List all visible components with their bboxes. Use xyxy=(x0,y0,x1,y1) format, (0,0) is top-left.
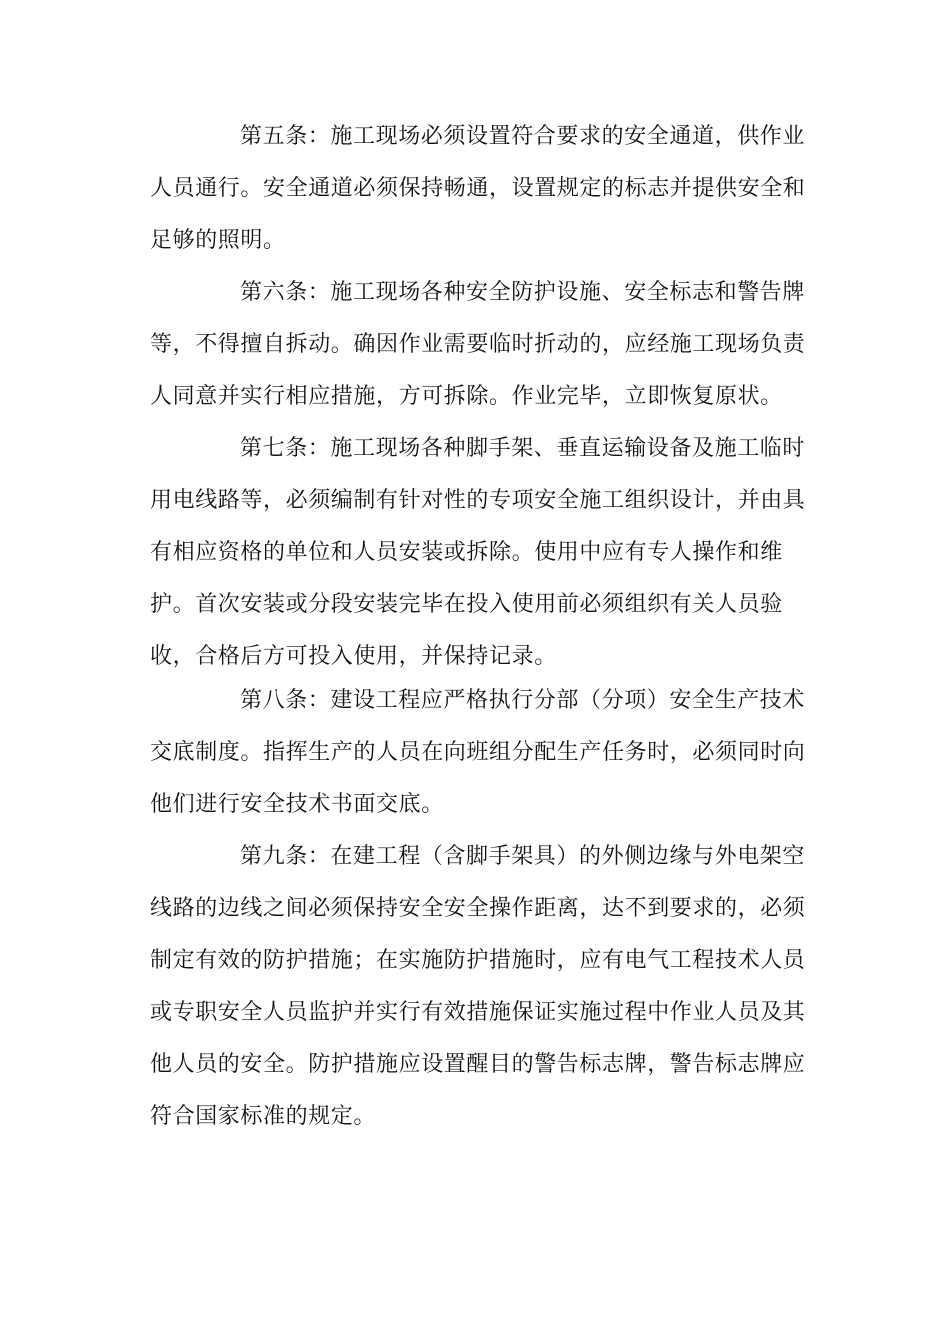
article-5-line-1: 第五条：施工现场必须设置符合要求的安全通道，供作业 xyxy=(240,124,806,149)
article-6-line-2: 等，不得擅自拆动。确因作业需要临时折动的，应经施工现场负责 xyxy=(150,332,806,357)
article-9-line-1: 第九条：在建工程（含脚手架具）的外侧边缘与外电架空 xyxy=(240,844,806,869)
article-5-line-3: 足够的照明。 xyxy=(150,228,286,253)
article-9-line-2: 线路的边线之间必须保持安全安全操作距离，达不到要求的，必须 xyxy=(150,896,806,921)
article-6 xyxy=(150,267,806,423)
article-7-line-4: 护。首次安装或分段安装完毕在投入使用前必须组织有关人员验 xyxy=(150,592,783,617)
article-8-line-1: 第八条：建设工程应严格执行分部（分项）安全生产技术 xyxy=(240,688,806,713)
article-6-line-3: 人同意并实行相应措施，方可拆除。作业完毕，立即恢复原状。 xyxy=(150,384,783,409)
article-7-line-1: 第七条：施工现场各种脚手架、垂直运输设备及施工临时 xyxy=(240,436,806,461)
article-8-line-2: 交底制度。指挥生产的人员在向班组分配生产任务时，必须同时向 xyxy=(150,740,806,765)
article-8-line-3: 他们进行安全技术书面交底。 xyxy=(150,792,444,817)
article-7-line-5: 收，合格后方可投入使用，并保持记录。 xyxy=(150,644,557,669)
article-8 xyxy=(150,675,806,831)
article-9 xyxy=(150,831,806,1143)
article-6-line-1: 第六条：施工现场各种安全防护设施、安全标志和警告牌 xyxy=(240,280,806,305)
article-5 xyxy=(150,111,806,267)
article-7 xyxy=(150,423,806,683)
article-7-line-2: 用电线路等，必须编制有针对性的专项安全施工组织设计，并由具 xyxy=(150,488,806,513)
article-9-line-5: 他人员的安全。防护措施应设置醒目的警告标志牌，警告标志牌应 xyxy=(150,1052,806,1077)
article-9-line-3: 制定有效的防护措施；在实施防护措施时，应有电气工程技术人员 xyxy=(150,948,806,973)
article-7-line-3: 有相应资格的单位和人员安装或拆除。使用中应有专人操作和维 xyxy=(150,540,783,565)
article-5-line-2: 人员通行。安全通道必须保持畅通，设置规定的标志并提供安全和 xyxy=(150,176,806,201)
article-9-line-4: 或专职安全人员监护并实行有效措施保证实施过程中作业人员及其 xyxy=(150,1000,806,1025)
article-9-line-6: 符合国家标准的规定。 xyxy=(150,1104,377,1129)
